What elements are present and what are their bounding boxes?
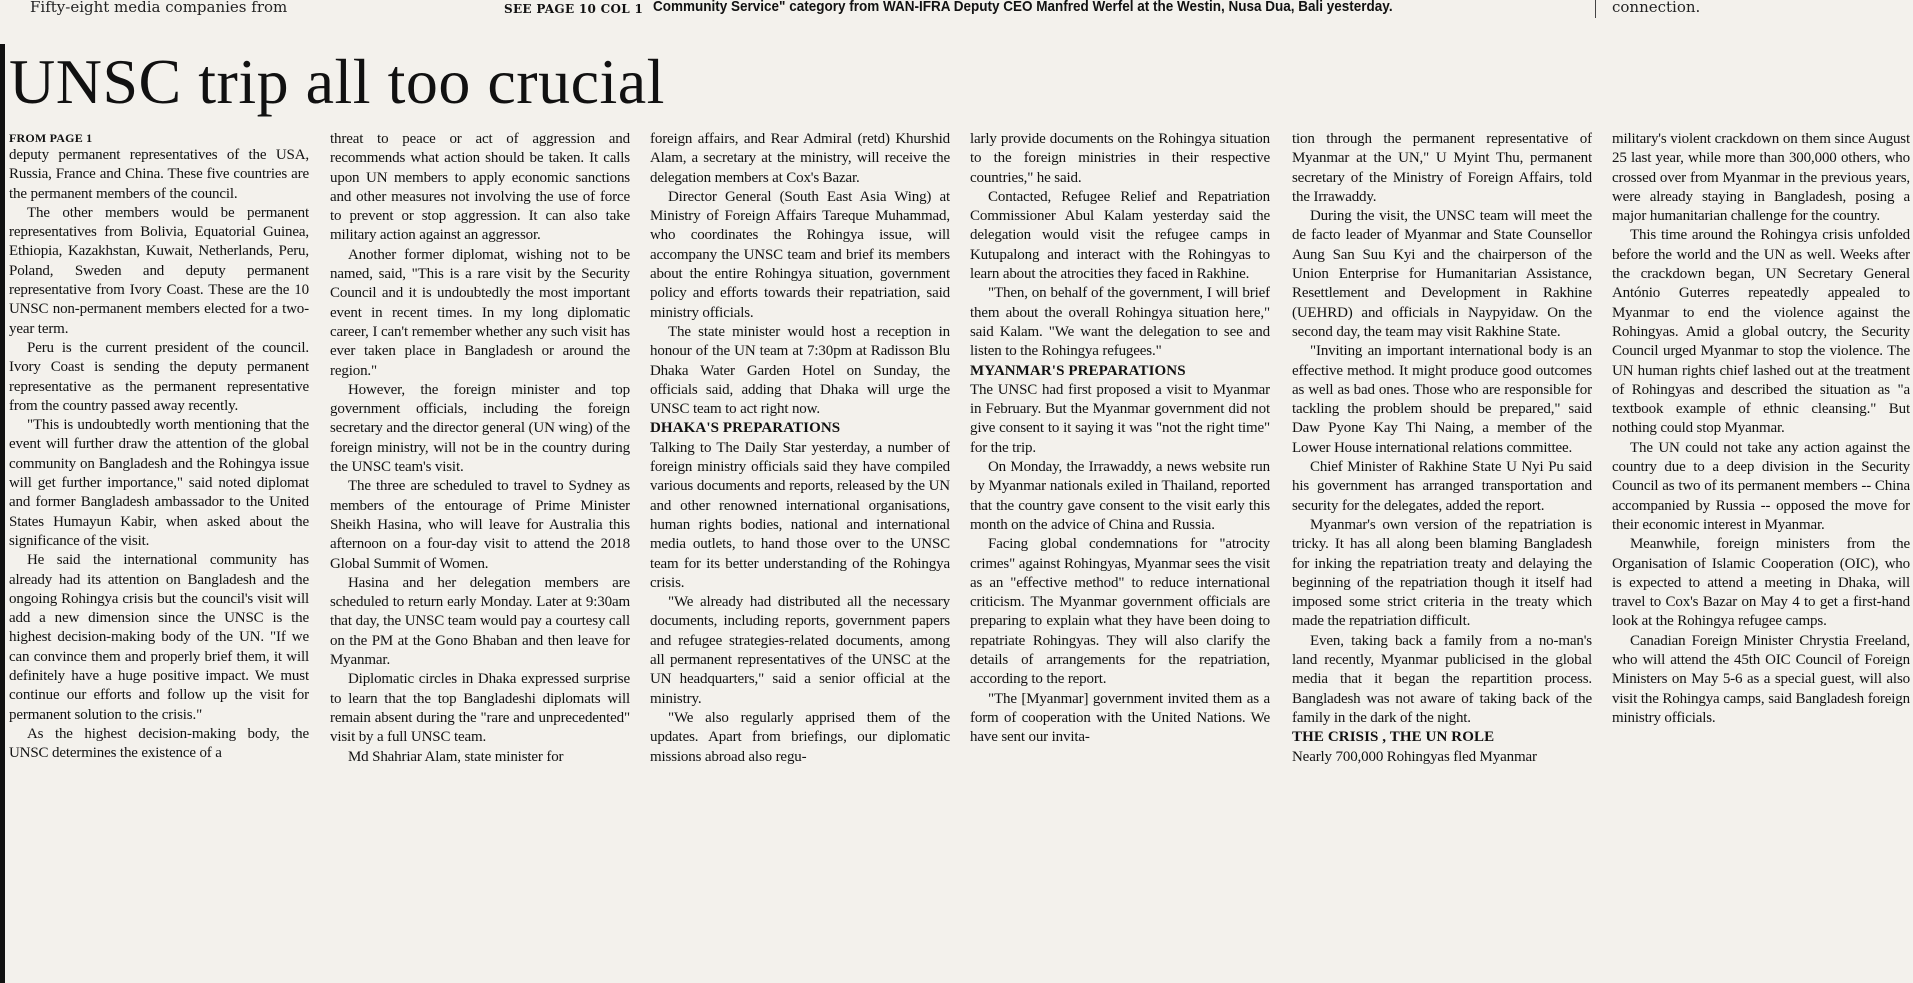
article-paragraph: "This is undoubtedly worth mentioning that the event will further draw the attention of the global community on Bangladesh and the Rohingya issue will get further importance," said noted diplomat and former Bangladesh ambassador to the United States Humayun Kabir, when asked about the significance of the visit. — [9, 417, 309, 549]
headline: UNSC trip all too crucial — [9, 46, 665, 117]
article-paragraph: "Inviting an important international body is an effective method. It might produce good outcomes as well as bad ones. Those who are responsible for tackling the problem should be prepared," said Daw Pyone Kay Thi Naing, a member of the Lower House international relations committee. — [1292, 343, 1592, 456]
article-paragraph: He said the international community has already had its attention on Bangladesh and the ongoing Rohingya crisis but the council's visit will add a new dimension since the UNSC is the highest decision-making body of the UN. "If we can convince them and properly brief them, it will definitely have a huge positive impact. We must continue our efforts and follow up the visit for permanent solution to the crisis." — [9, 552, 309, 723]
article-paragraph: Peru is the current president of the council. Ivory Coast is sending the deputy permanent representative as the permanent representative from the country passed away recently. — [9, 339, 309, 414]
section-subhead: MYANMAR'S PREPARATIONS — [970, 362, 1186, 379]
article-paragraph: Even, taking back a family from a no-man's land recently, Myanmar publicised in the global media that it began the repartition process. Bangladesh was not aware of taking back of the family in the dark of the night. — [1292, 632, 1592, 726]
article-paragraph: The UNSC had first proposed a visit to Myanmar in February. But the Myanmar government did not give consent to it saying it was "not the right time" for the trip. — [970, 381, 1270, 456]
article-column-3 — [650, 130, 950, 983]
adjacent-story-fragment-right: connection. — [1612, 0, 1701, 16]
article-paragraph: Chief Minister of Rakhine State U Nyi Pu said his government has arranged transportation and security for the delegates, added the report. — [1292, 459, 1592, 514]
article-paragraph: "We also regularly apprised them of the updates. Apart from briefings, our diplomatic missions abroad also regu- — [650, 709, 950, 765]
adjacent-story-strip — [0, 0, 1913, 20]
article-paragraph: threat to peace or act of aggression and recommends what action should be taken. It calls upon UN members to apply economic sanctions and other measures not involving the use of force to prevent or stop aggression. It can also take military action against an aggressor. — [330, 131, 630, 244]
article-paragraph: On Monday, the Irrawaddy, a news website run by Myanmar nationals exiled in Thailand, reported that the country gave consent to the visit early this month on the advice of China and Russia. — [970, 459, 1270, 533]
section-subhead: DHAKA'S PREPARATIONS — [650, 420, 841, 437]
article-paragraph: Hasina and her delegation members are scheduled to return early Monday. Later at 9:30am that day, the UNSC team would pay a courtesy call on the PM at the Gono Bhaban and then leave for Myanmar. — [330, 574, 630, 669]
article-paragraph: This time around the Rohingya crisis unfolded before the world and the UN as well. Weeks after the crackdown began, UN Secretary General António Guterres repeatedly appealed to Myanmar to end the violence against the Rohingyas. Amid a global outcry, the Security Council urged Myanmar to stop the violence. The UN human rights chief lashed out at the treatment of Rohingyas and described the situation as "a textbook example of ethnic cleansing." But nothing could stop Myanmar. — [1612, 227, 1910, 437]
article-paragraph: Facing global condemnations for "atrocity crimes" against Rohingyas, Myanmar sees the visit as an "effective method" to reduce international criticism. The Myanmar government officials are preparing to explain what they have been doing to repatriate Rohingyas. They will also clarify the details of arrangements for the repatriation, according to the report. — [970, 536, 1270, 688]
article-paragraph: "We already had distributed all the necessary documents, including reports, government papers and refugee strategies-related documents, among all permanent representatives of the UNSC at the UN headquarters," said a senior official at the ministry. — [650, 594, 950, 707]
article-paragraph: Canadian Foreign Minister Chrystia Freeland, who will attend the 45th OIC Council of Foreign Ministers on May 5-6 as a special guest, will also visit the Rohingya camps, said Bangladesh foreign ministry officials. — [1612, 632, 1910, 726]
article-paragraph: military's violent crackdown on them since August 25 last year, while more than 300,000 others, who crossed over from Myanmar in the previous years, were already staying in Bangladesh, posing a major humanitarian challenge for the country. — [1612, 131, 1910, 225]
article-paragraph: tion through the permanent representative of Myanmar at the UN," U Myint Thu, permanent secretary of the Ministry of Foreign Affairs, told the Irrawaddy. — [1292, 131, 1592, 205]
article-paragraph: The other members would be permanent representatives from Bolivia, Equatorial Guinea, Ethiopia, Kazakhstan, Kuwait, Netherlands, Peru, Poland, Sweden and deputy permanent representative from Ivory Coast. These are the 10 UNSC non-permanent members elected for a two-year term. — [9, 204, 309, 337]
column-rule — [1595, 0, 1596, 18]
article-paragraph: "Then, on behalf of the government, I will brief them about the overall Rohingya situation here," said Kalam. "We want the delegation to see and listen to the Rohingya refugees." — [970, 285, 1270, 360]
section-subhead: THE CRISIS , THE UN ROLE — [1292, 729, 1495, 746]
article-paragraph: "The [Myanmar] government invited them as a form of cooperation with the United Nations. We have sent our invita- — [970, 690, 1270, 746]
article-paragraph: Diplomatic circles in Dhaka expressed surprise to learn that the top Bangladeshi diplomats will remain absent during the "rare and unprecedented" visit by a full UNSC team. — [330, 671, 630, 746]
article-paragraph: As the highest decision-making body, the UNSC determines the existence of a — [9, 725, 309, 762]
article-column-1 — [9, 130, 309, 983]
article-column-4 — [970, 130, 1270, 983]
see-page-jump: SEE PAGE 10 COL 1 — [504, 2, 644, 16]
article-body — [0, 130, 1913, 983]
article-paragraph: Contacted, Refugee Relief and Repatriation Commissioner Abul Kalam yesterday said the delegation would visit the refugee camps in Kutupalong and interact with the Rohingyas to learn about the atrocities they faced in Rakhine. — [970, 188, 1270, 283]
article-column-6 — [1612, 130, 1910, 983]
article-paragraph: foreign affairs, and Rear Admiral (retd) Khurshid Alam, a secretary at the ministry, will receive the delegation members at Cox's Bazar. — [650, 131, 950, 186]
article-paragraph: deputy permanent representatives of the USA, Russia, France and China. These five countries are the permanent members of the council. — [9, 147, 309, 202]
article-paragraph: The state minister would host a reception in honour of the UN team at 7:30pm at Radisson Blu Dhaka Water Garden Hotel on Sunday, the officials said, adding that Dhaka will urge the UNSC team to act right now. — [650, 323, 950, 418]
continued-from-kicker: FROM PAGE 1 — [9, 131, 93, 145]
article-paragraph: The UN could not take any action against the country due to a deep division in the Security Council as two of its permanent members -- China accompanied by Russia -- opposed the move for their economic interest in Myanmar. — [1612, 439, 1910, 533]
article-paragraph: Md Shahriar Alam, state minister for — [348, 748, 564, 765]
article-paragraph: Another former diplomat, wishing not to be named, said, "This is a rare visit by the Security Council and it is undoubtedly the most important event in recent times. In my long diplomatic career, I can't remember whether any such visit has ever taken place in Bangladesh or around the region." — [330, 246, 630, 379]
article-paragraph: larly provide documents on the Rohingya situation to the foreign ministries in their respective countries," he said. — [970, 131, 1270, 186]
article-paragraph: However, the foreign minister and top government officials, including the foreign secretary and the director general (UN wing) of the foreign ministry, will not be in the country during the UNSC team's visit. — [330, 381, 630, 476]
article-paragraph: Meanwhile, foreign ministers from the Organisation of Islamic Cooperation (OIC), who is expected to attend a meeting in Dhaka, will travel to Cox's Bazar on May 4 to get a first-hand look at the Rohingya refugee camps. — [1612, 536, 1910, 630]
article-paragraph: The three are scheduled to travel to Sydney as members of the entourage of Prime Minister Sheikh Hasina, who will leave for Australia this afternoon on a four-day visit to attend the 2018 Global Summit of Women. — [330, 478, 630, 572]
adjacent-story-fragment: Fifty-eight media companies from — [30, 0, 288, 16]
article-paragraph: Director General (South East Asia Wing) at Ministry of Foreign Affairs Tareque Muhammad, who coordinates the Rohingya issue, will accompany the UNSC team and brief its members about the entire Rohingya situation, government policy and efforts towards their repatriation, said ministry officials. — [650, 188, 950, 321]
article-column-2 — [330, 130, 630, 983]
photo-caption-fragment: Community Service" category from WAN-IFRA Deputy CEO Manfred Werfel at the Westin, Nusa Dua, Bali yesterday. — [653, 0, 1393, 15]
article-column-5 — [1292, 130, 1592, 983]
article-paragraph: Myanmar's own version of the repatriation is tricky. It has all along been blaming Bangladesh for inking the repatriation treaty and delaying the beginning of the repatriation though it itself had imposed some strict criteria in the treaty which made the repatriation difficult. — [1292, 516, 1592, 630]
article-paragraph: During the visit, the UNSC team will meet the de facto leader of Myanmar and State Counsellor Aung San Suu Kyi and the chairperson of the Union Enterprise for Humanitarian Assistance, Resettlement and Development in Rakhine (UEHRD) and officials in Naypyidaw. On the second day, the team may visit Rakhine State. — [1292, 208, 1592, 340]
article-paragraph: Talking to The Daily Star yesterday, a number of foreign ministry officials said they have compiled various documents and reports, released by the UN and other renowned international organisations, human rights bodies, national and international media outlets, to hand those over to the UNSC team for its better understanding of the Rohingya crisis. — [650, 439, 950, 591]
article-paragraph: Nearly 700,000 Rohingyas fled Myanmar — [1292, 748, 1537, 765]
